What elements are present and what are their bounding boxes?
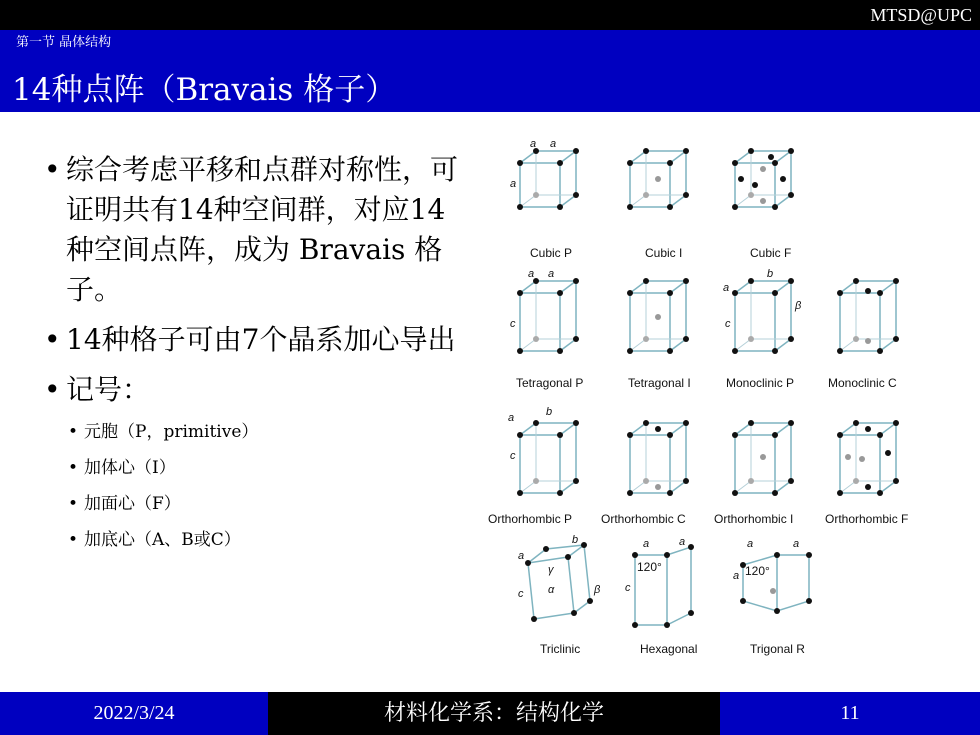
axis-label-a: a — [733, 570, 740, 582]
angle-label: 120° — [637, 560, 662, 574]
lattice-label: Hexagonal — [640, 642, 698, 656]
top-bar — [0, 0, 980, 30]
lattice-label: Orthorhombic F — [825, 512, 909, 526]
axis-label-a: a — [793, 538, 800, 550]
bravais-lattices-figure — [488, 135, 933, 665]
bullet-list — [44, 150, 464, 564]
axis-label-a: a — [550, 138, 557, 150]
cubic-i-cell — [627, 148, 689, 210]
axis-label-a: a — [528, 268, 535, 280]
axis-label-beta: β — [594, 584, 601, 596]
bullet-item: • 14种格子可由7个晶系加心导出 — [44, 320, 464, 360]
axis-label-a: a — [508, 412, 515, 424]
lattice-label: Orthorhombic P — [488, 512, 573, 526]
axis-label-b: b — [572, 534, 579, 546]
axis-label-a: a — [510, 178, 517, 190]
orthorhombic-i-cell — [732, 420, 794, 496]
sub-bullet-item: • 加体心（I） — [44, 456, 464, 480]
axis-label-c: c — [625, 582, 631, 594]
monoclinic-p-cell — [723, 268, 802, 354]
monoclinic-c-cell — [837, 278, 899, 354]
sub-bullet-item: • 加面心（F） — [44, 492, 464, 516]
axis-label-b: b — [767, 268, 774, 280]
axis-label-a: a — [723, 282, 730, 294]
orthorhombic-c-cell — [627, 420, 689, 496]
cubic-p-cell — [510, 138, 579, 210]
axis-label-a: a — [747, 538, 754, 550]
sub-bullet-item: • 元胞（P，primitive） — [44, 420, 464, 444]
footer-page-number: 11 — [720, 692, 980, 735]
slide-title: 14种点阵（Bravais 格子） — [12, 72, 397, 108]
axis-label-a: a — [679, 536, 686, 548]
axis-label-a: a — [643, 538, 650, 550]
angle-label: 120° — [745, 564, 770, 578]
orthorhombic-f-cell — [837, 420, 899, 496]
section-label: 第一节 晶体结构 — [0, 30, 980, 56]
lattice-label: Cubic F — [750, 246, 792, 260]
lattice-label: Tetragonal I — [628, 376, 691, 390]
trigonal-r-cell — [733, 538, 812, 614]
axis-label-c: c — [510, 318, 516, 330]
lattice-label: Tetragonal P — [516, 376, 584, 390]
triclinic-cell — [518, 534, 601, 622]
axis-label-a: a — [530, 138, 537, 150]
lattice-label: Orthorhombic I — [714, 512, 794, 526]
lattice-label: Cubic P — [530, 246, 573, 260]
footer-department: 材料化学系：结构化学 — [268, 692, 720, 735]
axis-label-b: b — [546, 406, 553, 418]
tetragonal-p-cell — [510, 268, 579, 354]
lattice-label: Orthorhombic C — [601, 512, 686, 526]
orthorhombic-p-cell — [508, 406, 579, 496]
bullet-item: • 综合考虑平移和点群对称性，可证明共有14种空间群，对应14种空间点阵，成为 Bravais 格子。 — [44, 150, 464, 310]
cubic-f-cell — [732, 148, 794, 210]
axis-label-a: a — [518, 550, 525, 562]
axis-label-beta: β — [795, 300, 802, 312]
axis-label-c: c — [510, 450, 516, 462]
lattice-label: Monoclinic P — [726, 376, 795, 390]
axis-label-gamma: γ — [548, 564, 554, 576]
bullet-item: • 记号： — [44, 370, 464, 410]
hexagonal-cell — [625, 536, 694, 628]
lattice-label: Triclinic — [540, 642, 581, 656]
axis-label-c: c — [725, 318, 731, 330]
lattice-label: Cubic I — [645, 246, 683, 260]
footer-date: 2022/3/24 — [0, 692, 268, 735]
lattice-label: Trigonal R — [750, 642, 805, 656]
brand-label: MTSD@UPC — [870, 5, 972, 25]
lattice-label: Monoclinic C — [828, 376, 897, 390]
axis-label-c: c — [518, 588, 524, 600]
axis-label-alpha: α — [548, 584, 555, 596]
sub-bullet-item: • 加底心（A、B或C） — [44, 528, 464, 552]
axis-label-a: a — [548, 268, 555, 280]
tetragonal-i-cell — [627, 278, 689, 354]
